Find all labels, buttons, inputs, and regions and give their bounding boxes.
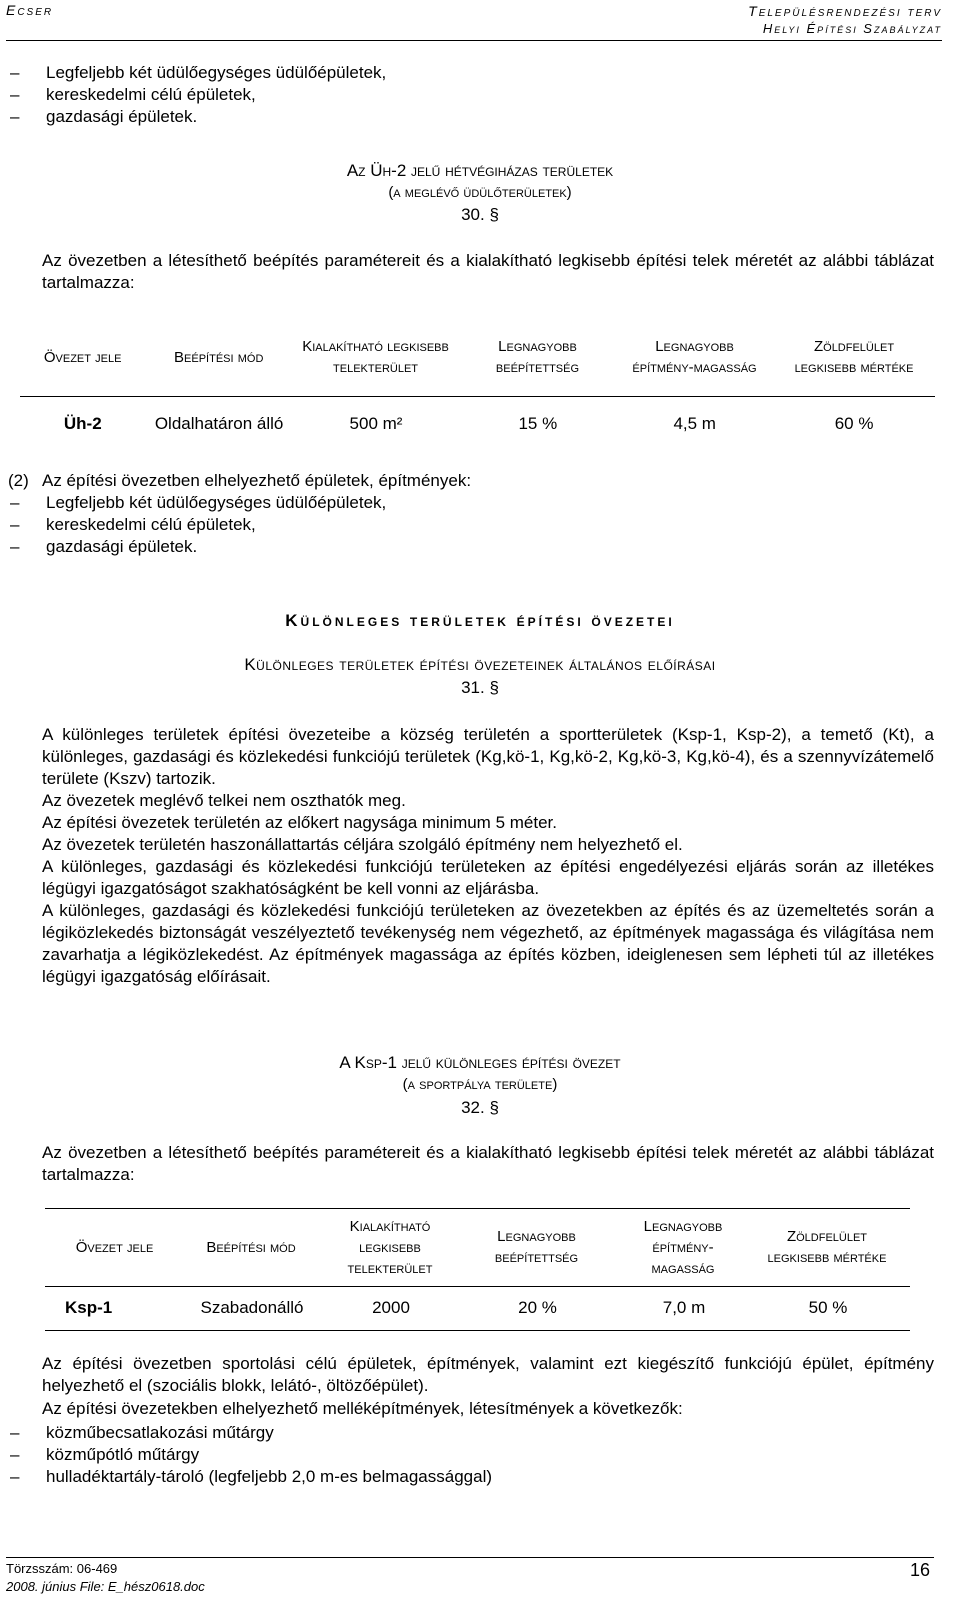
sec30-para-1 bbox=[8, 250, 934, 294]
para-number bbox=[8, 1142, 42, 1164]
table-cell: 50 % bbox=[808, 1298, 848, 1317]
header-right bbox=[748, 2, 942, 38]
para-number: (2) bbox=[8, 471, 29, 490]
intro-list bbox=[8, 62, 934, 128]
sec32-para-1 bbox=[8, 1142, 934, 1186]
chapter-subtitle: Különleges területek építési övezeteinek általános előírásai bbox=[244, 655, 716, 674]
table-cell: 7,0 m bbox=[662, 1298, 706, 1317]
para-text: A különleges területek építési övezeteibe a község területén a sportterületek (Ksp-1, Ksp-2), a temető (Kt), a különleges, gazdasági és közlekedési funkciójú területek (Kg,kö-1, Kg,kö-2, Kg,kö-3, Kg,kö-4), és a szennyvízátemelő területe (Kszv) tartozik. bbox=[42, 725, 934, 788]
table-rule bbox=[20, 396, 935, 397]
table-cell: Szabadonálló bbox=[200, 1298, 304, 1317]
list-item: – közműpótló műtárgy bbox=[8, 1444, 934, 1466]
para-number bbox=[8, 1398, 42, 1420]
sec32-table-row bbox=[45, 1290, 910, 1326]
list-item: – közműbecsatlakozási műtárgy bbox=[8, 1422, 934, 1444]
table-header-cell: Övezet jele bbox=[75, 1238, 154, 1256]
list-item: – gazdasági épületek. bbox=[8, 106, 934, 128]
para-text: Az övezetek területén haszonállattartás céljára szolgáló építmény nem helyezhető el. bbox=[42, 835, 683, 854]
para-number bbox=[8, 856, 42, 878]
table-cell: 60 % bbox=[834, 414, 874, 433]
table-cell: 2000 bbox=[372, 1298, 410, 1317]
header-right-line1: Településrendezési terv bbox=[748, 3, 942, 19]
sec31-number: 31. § bbox=[461, 678, 499, 697]
sec30-title2: (a meglévő üdülőterületek) bbox=[388, 184, 572, 201]
table-rule bbox=[45, 1208, 910, 1209]
header-left: Ecser bbox=[6, 2, 54, 18]
sec31-para-6 bbox=[8, 900, 934, 988]
sec32-title1: A Ksp-1 jelű különleges építési övezet bbox=[339, 1053, 621, 1072]
table-header-cell: Kialakítható legkisebb telekterület bbox=[302, 338, 449, 376]
sec30-para-2 bbox=[8, 470, 934, 492]
para-number bbox=[8, 1353, 42, 1375]
sec31-para-4 bbox=[8, 834, 934, 856]
sec32-title2: (a sportpálya területe) bbox=[402, 1076, 558, 1093]
sec32-para-2 bbox=[8, 1353, 934, 1397]
table-cell: 4,5 m bbox=[673, 414, 716, 433]
para-text: Az építési övezetek területén az előkert nagysága minimum 5 méter. bbox=[42, 813, 557, 832]
table-cell: Ksp-1 bbox=[65, 1298, 113, 1317]
para-text: Az építési övezetben sportolási célú épületek, építmények, valamint ezt kiegészítő funkciójú épület, építmény helyezhető el (szociális blokk, lelátó-, öltözőépület). bbox=[42, 1354, 934, 1395]
table-cell: 500 m² bbox=[349, 414, 403, 433]
para-number bbox=[8, 724, 42, 746]
table-header-cell: Zöldfelület legkisebb mértéke bbox=[794, 338, 914, 376]
sec31-para-5 bbox=[8, 856, 934, 900]
para-number bbox=[8, 790, 42, 812]
sec32-table-header bbox=[45, 1212, 910, 1282]
table-cell: Oldalhatáron álló bbox=[154, 414, 284, 433]
table-header-cell: Legnagyobb beépítettség bbox=[494, 1228, 579, 1266]
sec31-para-1 bbox=[8, 724, 934, 790]
para-number bbox=[8, 812, 42, 834]
sec30-table-header bbox=[20, 322, 935, 392]
table-header-cell: Kialakítható legkisebb telekterület bbox=[347, 1217, 433, 1277]
page-number: 16 bbox=[909, 1560, 930, 1580]
table-header-cell: Övezet jele bbox=[43, 348, 122, 366]
list-item: – kereskedelmi célú épületek, bbox=[8, 84, 934, 106]
sec30-list bbox=[8, 492, 934, 558]
sec30-title1: Az Üh-2 jelű hétvégiházas területek bbox=[346, 161, 614, 180]
para-number bbox=[8, 900, 42, 922]
list-item: – gazdasági épületek. bbox=[8, 536, 934, 558]
table-rule bbox=[45, 1286, 910, 1287]
list-item: – hulladéktartály-tároló (legfeljebb 2,0 m-es belmagassággal) bbox=[8, 1466, 934, 1488]
sec31-para-2 bbox=[8, 790, 934, 812]
sec30-number: 30. § bbox=[461, 205, 499, 224]
table-cell: 15 % bbox=[518, 414, 558, 433]
header-right-line2: Helyi Építési Szabályzat bbox=[762, 21, 942, 36]
list-item: – Legfeljebb két üdülőegységes üdülőépületek, bbox=[8, 492, 934, 514]
para-text: Az építési övezetben elhelyezhető épületek, építmények: bbox=[42, 471, 472, 490]
sec31-para-3 bbox=[8, 812, 934, 834]
footer-line1: Törzsszám: 06-469 bbox=[6, 1561, 118, 1576]
table-rule bbox=[45, 1330, 910, 1331]
header-rule bbox=[6, 40, 942, 41]
para-text: Az építési övezetekben elhelyezhető melléképítmények, létesítmények a következők: bbox=[42, 1399, 683, 1418]
table-header-cell: Beépítési mód bbox=[174, 348, 264, 366]
para-text: A különleges, gazdasági és közlekedési funkciójú területeken az építési engedélyezési eljárás során az illetékes légügyi igazgatóságot szakhatóságként be kell vonni az eljárásba. bbox=[42, 857, 934, 898]
table-header-cell: Beépítési mód bbox=[206, 1238, 296, 1256]
chapter-title: Különleges területek építési övezetei bbox=[285, 611, 675, 630]
para-text: Az övezetek meglévő telkei nem oszthatók meg. bbox=[42, 791, 406, 810]
list-item: – kereskedelmi célú épületek, bbox=[8, 514, 934, 536]
para-text: Az övezetben a létesíthető beépítés paramétereit és a kialakítható legkisebb építési telek méretét az alábbi táblázat tartalmazza: bbox=[42, 251, 934, 292]
table-header-cell: Zöldfelület legkisebb mértéke bbox=[767, 1228, 887, 1266]
table-header-cell: Legnagyobb beépítettség bbox=[495, 338, 580, 376]
sec32-para-3 bbox=[8, 1398, 934, 1420]
para-number bbox=[8, 250, 42, 272]
footer-line2: 2008. június File: E_hész0618.doc bbox=[6, 1579, 205, 1594]
table-header-cell: Legnagyobb építmény-magasság bbox=[643, 1217, 723, 1277]
table-cell: Üh-2 bbox=[63, 414, 102, 433]
footer-rule bbox=[6, 1557, 934, 1558]
sec31-paras bbox=[8, 724, 934, 988]
table-header-cell: Legnagyobb építmény-magasság bbox=[632, 338, 757, 376]
para-text: A különleges, gazdasági és közlekedési funkciójú területeken az övezetekben az építés és az üzemeltetés során a légiközlekedés biztonságát veszélyeztető tevékenység nem végezhető, az építmények magassága és világítása nem zavarhatja a légiközlekedést. Az építmények magassága az építés közben, ideiglenesen sem lépheti túl az illetékes légügyi igazgatóság előírásait. bbox=[42, 901, 934, 986]
list-item: – Legfeljebb két üdülőegységes üdülőépületek, bbox=[8, 62, 934, 84]
sec30-table-row bbox=[20, 400, 935, 448]
para-text: Az övezetben a létesíthető beépítés paramétereit és a kialakítható legkisebb építési telek méretét az alábbi táblázat tartalmazza: bbox=[42, 1143, 934, 1184]
table-cell: 20 % bbox=[518, 1298, 557, 1317]
para-number bbox=[8, 834, 42, 856]
sec32-number: 32. § bbox=[461, 1098, 499, 1117]
sec32-list bbox=[8, 1422, 934, 1488]
footer bbox=[6, 1560, 205, 1596]
